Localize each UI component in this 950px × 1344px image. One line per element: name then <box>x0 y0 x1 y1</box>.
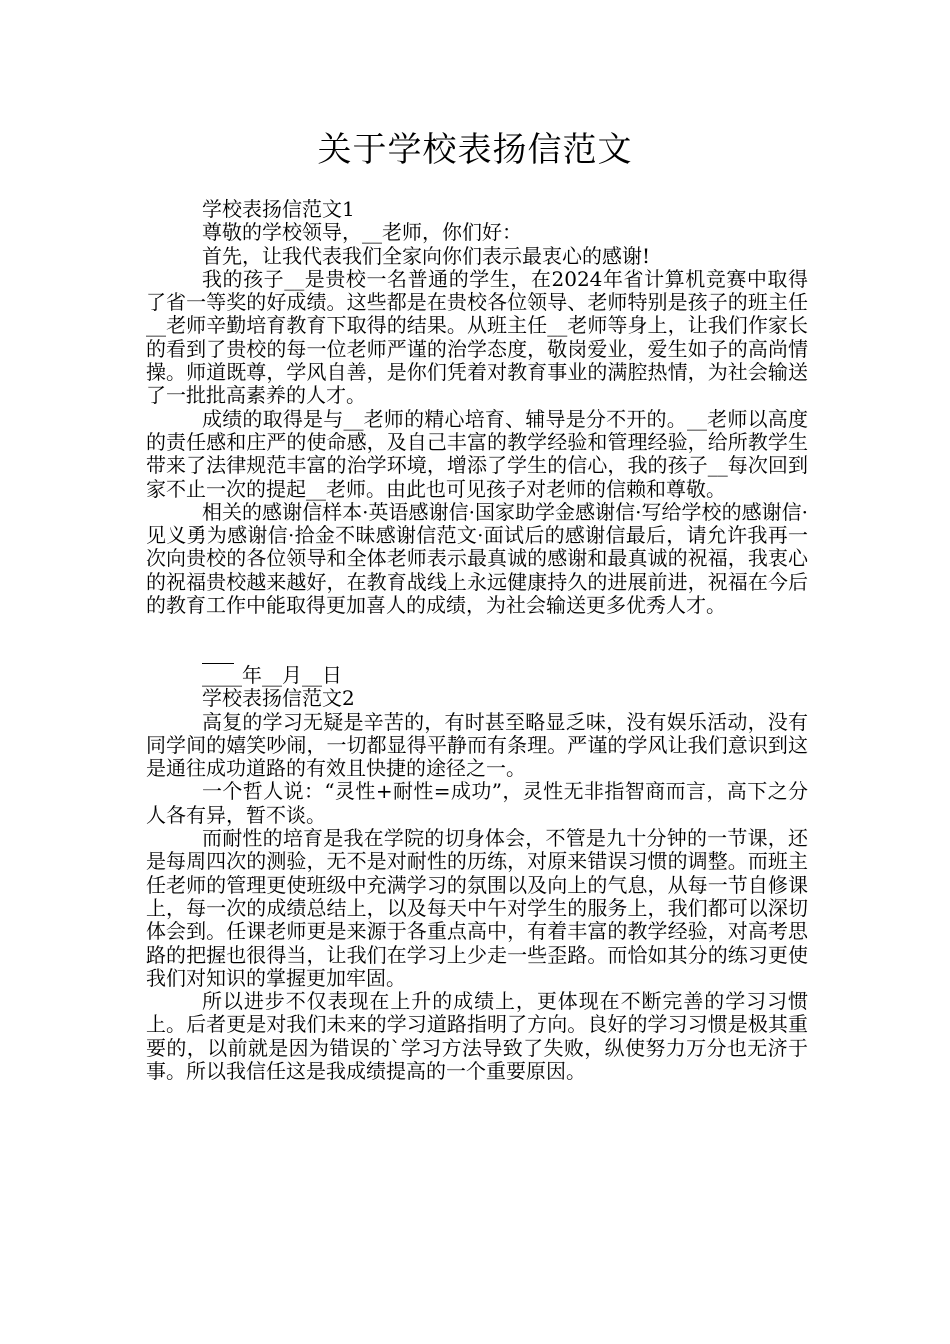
paragraph: 我的孩子__是贵校一名普通的学生，在2024年省计算机竞赛中取得了省一等奖的好成绩。这些都是在贵校各位领导、老师特别是孩子的班主任__老师辛勤培育教育下取得的结果。从班主任__老师等身上，让我们作家长的看到了贵校的每一位老师严谨的治学态度，敬岗爱业，爱生如子的高尚情操。师道既尊，学风自善，是你们凭着对教育事业的满腔热情，为社会输送了一批批高素养的人才。 <box>146 266 808 408</box>
paragraph: 一个哲人说：“灵性+耐性=成功”，灵性无非指智商而言，高下之分人各有异，暂不谈。 <box>146 779 808 827</box>
paragraph: 首先，让我代表我们全家向你们表示最衷心的感谢! <box>202 243 651 268</box>
blank-line <box>146 617 808 640</box>
section-heading-1: 学校表扬信范文1 <box>202 197 355 221</box>
document-title: 关于学校表扬信范文 <box>317 130 633 170</box>
date-line: ____年__月__日 <box>202 662 342 687</box>
salutation: 尊敬的学校领导，__老师，你们好： <box>202 220 522 245</box>
document-body <box>146 198 808 1083</box>
signature-line <box>202 641 234 664</box>
paragraph: 高复的学习无疑是辛苦的，有时甚至略显乏味，没有娱乐活动，没有同学间的嬉笑吵闹，一切都显得平静而有条理。严谨的学风让我们意识到这是通往成功道路的有效且快捷的途径之一。 <box>146 709 808 781</box>
paragraph: 所以进步不仅表现在上升的成绩上，更体现在不断完善的学习习惯上。后者更是对我们未来的学习道路指明了方向。良好的学习习惯是极其重要的，以前就是因为错误的`学习方法导致了失败，纵使努力万分也无济于事。所以我信任这是我成绩提高的一个重要原因。 <box>146 989 808 1083</box>
paragraph: 相关的感谢信样本·英语感谢信·国家助学金感谢信·写给学校的感谢信·见义勇为感谢信·拾金不昧感谢信范文·面试后的感谢信最后，请允许我再一次向贵校的各位领导和全体老师表示最真诚的感谢和最真诚的祝福，我衷心的祝福贵校越来越好，在教育战线上永远健康持久的进展前进，祝福在今后的教育工作中能取得更加喜人的成绩，为社会输送更多优秀人才。 <box>146 499 808 618</box>
paragraph: 而耐性的培育是我在学院的切身体会，不管是九十分钟的一节课，还是每周四次的测验，无不是对耐性的历练，对原来错误习惯的调整。而班主任老师的管理更使班级中充满学习的氛围以及向上的气息，从每一节自修课上，每一次的成绩总结上，以及每天中午对学生的服务上，我们都可以深切体会到。任课老师更是来源于各重点高中，有着丰富的教学经验，对高考思路的把握也很得当，让我们在学习上少走一些歪路。而恰如其分的练习更使我们对知识的掌握更加牢固。 <box>146 826 808 990</box>
paragraph: 成绩的取得是与__老师的精心培育、辅导是分不开的。__老师以高度的责任感和庄严的使命感，及自己丰富的教学经验和管理经验，给所教学生带来了法律规范丰富的治学环境，增添了学生的信心，我的孩子__每次回到家不止一次的提起__老师。由此也可见孩子对老师的信赖和尊敬。 <box>146 406 808 501</box>
section-heading-2: 学校表扬信范文2 <box>202 686 355 711</box>
